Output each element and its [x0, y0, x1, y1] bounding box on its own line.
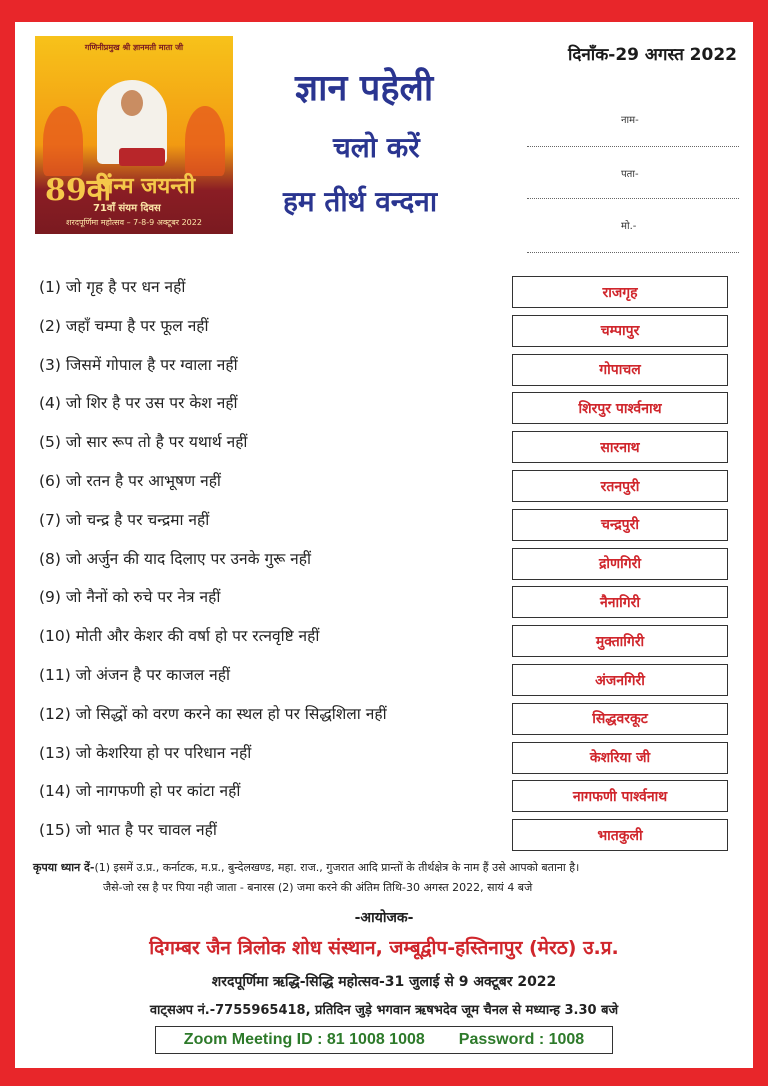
festival-line: शरदपूर्णिमा ऋद्धि-सिद्धि महोत्सव-31 जुलाई से 9 अक्टूबर 2022 — [211, 974, 557, 990]
title-line-2: चलो करें — [333, 131, 420, 164]
question-7: (7) जो चन्द्र है पर चन्द्रमा नहीं — [39, 510, 210, 529]
mataji-face — [121, 90, 143, 116]
question-12: (12) जो सिद्धों को वरण करने का स्थल हो पर सिद्धशिला नहीं — [39, 704, 387, 723]
flame-shape — [43, 106, 83, 176]
answer-box-10[interactable]: मुक्तागिरी — [512, 625, 728, 657]
question-14: (14) जो नागफणी हो पर कांटा नहीं — [39, 782, 241, 801]
book-icon — [119, 148, 165, 166]
answer-box-5[interactable]: सारनाथ — [512, 431, 728, 463]
question-4: (4) जो शिर है पर उस पर केश नहीं — [39, 394, 238, 413]
question-6: (6) जो रतन है पर आभूषण नहीं — [39, 472, 221, 490]
question-1: (1) जो गृह है पर धन नहीं — [39, 278, 186, 296]
answer-box-7[interactable]: चन्द्रपुरी — [512, 509, 728, 541]
title-line-1: ज्ञान पहेली — [295, 68, 434, 109]
logo-number: 89वीं — [45, 173, 112, 208]
answer-box-9[interactable]: नैनागिरी — [512, 586, 728, 618]
name-label: नाम- — [621, 115, 639, 126]
answer-box-3[interactable]: गोपाचल — [512, 354, 728, 386]
jayanti-logo — [35, 36, 233, 234]
title-line-3: हम तीर्थ वन्दना — [283, 185, 438, 218]
answer-box-13[interactable]: केशरिया जी — [512, 742, 728, 774]
flame-shape — [185, 106, 225, 176]
note-heading: कृपया ध्यान दें- — [33, 861, 95, 874]
logo-arc-text: गणिनीप्रमुख श्री ज्ञानमती माता जी — [84, 43, 184, 52]
address-label: पता- — [621, 169, 639, 180]
answer-box-14[interactable]: नागफणी पार्श्वनाथ — [512, 780, 728, 812]
answer-box-1[interactable]: राजगृह — [512, 276, 728, 308]
whatsapp-line: वाट्सअप नं.-7755965418, प्रतिदिन जुड़े भगवान ऋषभदेव जूम चैनल से मध्यान्ह 3.30 बजे — [149, 1003, 619, 1018]
zoom-box — [155, 1026, 613, 1054]
question-5: (5) जो सार रूप तो है पर यथार्थ नहीं — [39, 433, 248, 452]
note-line-2: जैसे-जो रस है पर पिया नही जाता - बनारस (2) जमा करने की अंतिम तिथि-30 अगस्त 2022, सायं 4 बजे — [103, 881, 533, 894]
question-2: (2) जहाँ चम्पा है पर फूल नहीं — [39, 316, 209, 335]
answer-box-11[interactable]: अंजनगिरी — [512, 664, 728, 696]
question-13: (13) जो केशरिया हो पर परिधान नहीं — [39, 743, 252, 762]
date-label: दिनाँक-29 अगस्त 2022 — [567, 45, 737, 65]
quiz-sheet — [15, 22, 753, 1068]
organizer-label: -आयोजक- — [354, 910, 414, 926]
question-10: (10) मोती और केशर की वर्षा हो पर रत्नवृष्टि नहीं — [39, 627, 320, 646]
question-11: (11) जो अंजन है पर काजल नहीं — [39, 666, 230, 684]
note-text-1: (1) इसमें उ.प्र., कर्नाटक, म.प्र., बुन्देलखण्ड, महा. राज., गुजरात आदि प्रान्तों के तीर्थक्षेत्र के नाम हैं उसे आपको बताना है। — [94, 861, 580, 874]
logo-title: जन्म जयन्ती — [97, 174, 196, 199]
institute-name: दिगम्बर जैन त्रिलोक शोध संस्थान, जम्बूद्वीप-हस्तिनापुर (मेरठ) उ.प्र. — [149, 937, 619, 959]
question-3: (3) जिसमें गोपाल है पर ग्वाला नहीं — [39, 355, 238, 374]
zoom-password: Password : 1008 — [458, 1031, 585, 1048]
mobile-line[interactable] — [527, 252, 739, 253]
question-15: (15) जो भात है पर चावल नहीं — [39, 821, 217, 840]
answer-box-12[interactable]: सिद्धवरकूट — [512, 703, 728, 735]
question-9: (9) जो नैनों को रुचे पर नेत्र नहीं — [39, 588, 221, 607]
answer-box-4[interactable]: शिरपुर पार्श्वनाथ — [512, 392, 728, 424]
logo-footer: शरदपूर्णिमा महोत्सव – 7-8-9 अक्टूबर 2022 — [66, 218, 202, 227]
address-line[interactable] — [527, 198, 739, 199]
answer-box-6[interactable]: रतनपुरी — [512, 470, 728, 502]
answer-box-15[interactable]: भातकुली — [512, 819, 728, 851]
answer-box-8[interactable]: द्रोणगिरी — [512, 548, 728, 580]
question-8: (8) जो अर्जुन की याद दिलाए पर उनके गुरू नहीं — [39, 549, 312, 568]
answer-box-2[interactable]: चम्पापुर — [512, 315, 728, 347]
note-line-1 — [33, 860, 579, 875]
logo-subtitle: 71वाँ संयम दिवस — [93, 203, 161, 214]
zoom-meeting-id: Zoom Meeting ID : 81 1008 1008 — [183, 1031, 425, 1048]
mobile-label: मो.- — [621, 221, 637, 232]
name-line[interactable] — [527, 146, 739, 147]
